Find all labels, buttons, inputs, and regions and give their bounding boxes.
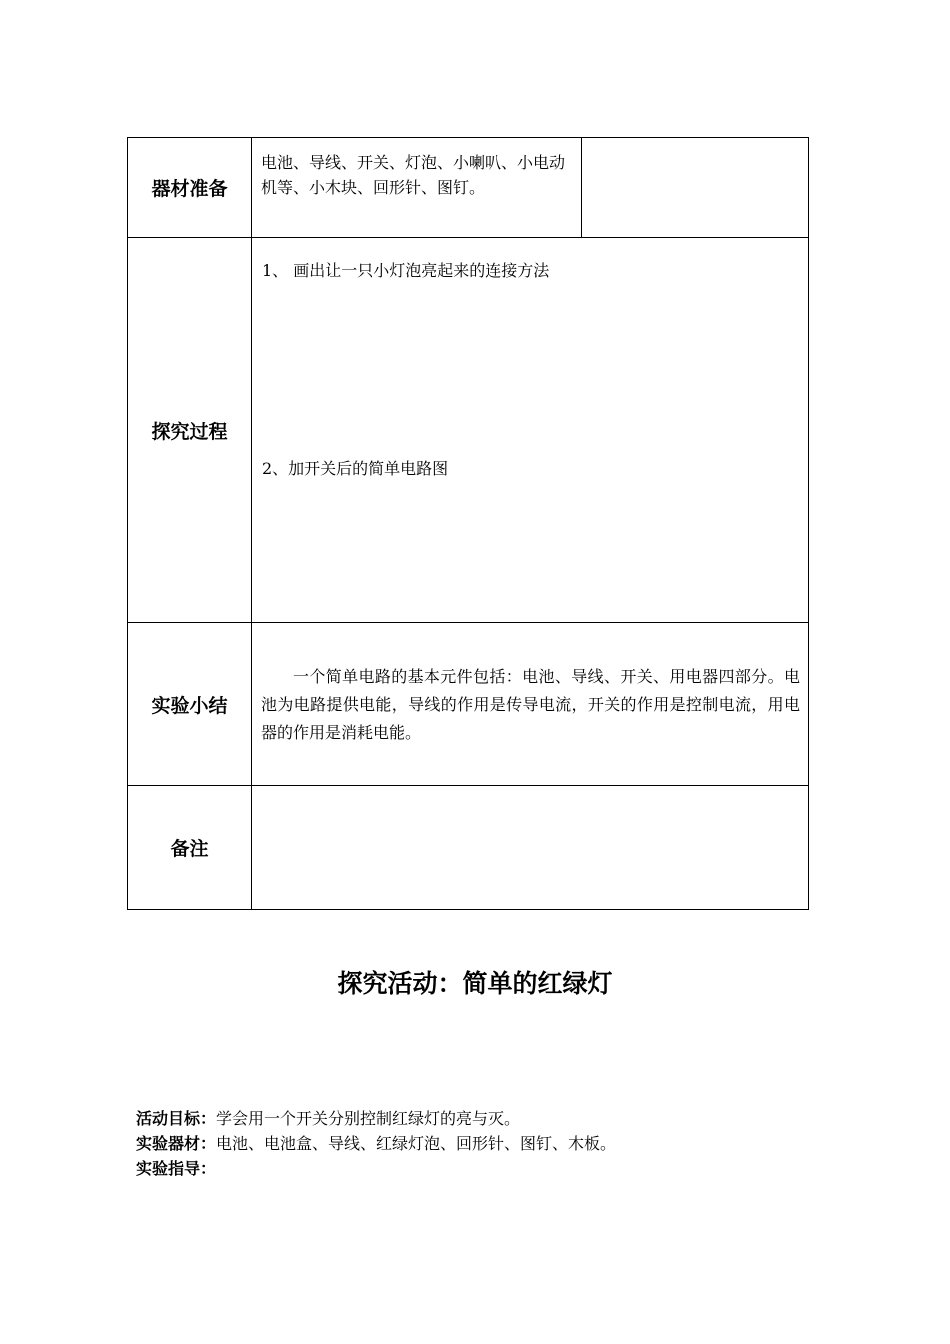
summary-row [128,623,809,786]
activity-materials-label: 实验器材： [136,1134,217,1153]
process-step-2: 2、加开关后的简单电路图 [262,459,449,478]
activity-guidance-line [136,1156,616,1181]
activity-info [136,1106,616,1181]
activity-title: 探究活动：简单的红绿灯 [337,969,613,998]
process-row [128,238,809,623]
notes-label: 备注 [128,786,252,910]
process-label: 探究过程 [128,238,252,623]
summary-content: 一个简单电路的基本元件包括：电池、导线、开关、用电器四部分。电池为电路提供电能，导线的作用是传导电流，开关的作用是控制电流，用电器的作用是消耗电能。 [261,667,800,742]
activity-guidance-label: 实验指导： [136,1159,217,1178]
activity-materials-text: 电池、电池盒、导线、红绿灯泡、回形针、图钉、木板。 [216,1134,617,1153]
notes-content [252,786,808,798]
materials-empty-cell [582,138,809,238]
process-step-1: 1、 画出让一只小灯泡亮起来的连接方法 [262,261,550,280]
materials-row [128,138,809,238]
summary-cell [252,623,809,786]
materials-label: 器材准备 [128,138,252,238]
activity-materials-line [136,1131,616,1156]
notes-cell [252,786,809,910]
process-cell [252,238,809,623]
notes-row [128,786,809,910]
materials-cell [252,138,582,238]
materials-content: 电池、导线、开关、灯泡、小喇叭、小电动机等、小木块、回形针、图钉。 [261,153,566,197]
activity-goal-line [136,1106,616,1131]
activity-goal-text: 学会用一个开关分别控制红绿灯的亮与灭。 [216,1109,521,1128]
activity-goal-label: 活动目标： [136,1109,217,1128]
experiment-record-table [127,137,809,910]
summary-label: 实验小结 [128,623,252,786]
